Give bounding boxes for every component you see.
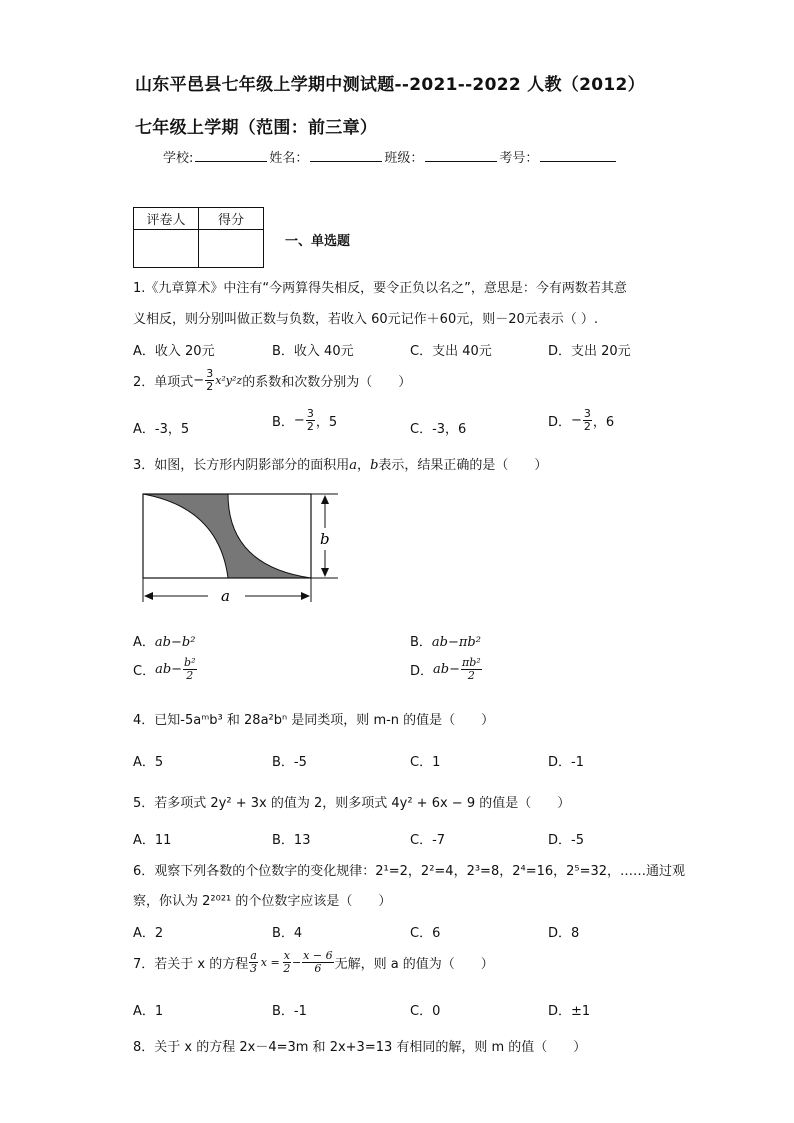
fig-label-b: b: [320, 530, 330, 548]
q3-optc-expr: ab−: [155, 662, 183, 677]
q1-option-c[interactable]: C．支出 40元: [410, 344, 492, 359]
q2-optd-label: D．: [548, 415, 572, 430]
q4-stem: 4．已知-5aᵐb³ 和 28a²bⁿ 是同类项，则 m-n 的值是（ ）: [133, 713, 495, 728]
q3-option-c[interactable]: [133, 657, 198, 682]
q3-var-b: b: [370, 458, 379, 473]
q2-optd-den: 2: [583, 420, 591, 433]
q7-suffix: 无解，则 a 的值为（ ）: [334, 957, 494, 972]
q3-optc-num: b²: [184, 656, 196, 669]
q6-option-c[interactable]: C．6: [410, 926, 441, 941]
q2-expr: x²y²z: [215, 374, 243, 387]
q4-option-a[interactable]: A．5: [133, 755, 164, 770]
q6-line-1: 6．观察下列各数的个位数字的变化规律：2¹=2，2²=4，2³=8，2⁴=16，2⁵=32，……通过观: [133, 864, 686, 879]
name-label: 姓名：: [269, 151, 309, 166]
q7-f3-den: 6: [314, 962, 322, 975]
q3-option-d[interactable]: [410, 657, 483, 682]
q7-f3-num: x − 6: [303, 949, 333, 962]
q2-option-a[interactable]: A．-3，5: [133, 422, 190, 437]
q2-optd-fraction: [583, 408, 592, 433]
q2-minus: −: [193, 373, 205, 388]
q2-fraction: [205, 368, 214, 393]
q5-option-d[interactable]: D．-5: [548, 833, 584, 848]
q3-optd-fraction: [461, 657, 482, 682]
q2-option-d[interactable]: [548, 408, 614, 433]
q2-frac-den: 2: [206, 380, 214, 393]
q3-optc-label: C．: [133, 664, 156, 679]
q3-option-b[interactable]: [410, 631, 481, 650]
q3-var-a: a: [349, 458, 358, 473]
q7-option-d[interactable]: D．±1: [548, 1004, 591, 1019]
q3-text-c: 表示，结果正确的是（ ）: [378, 458, 548, 473]
q3-optc-fraction: [183, 657, 196, 682]
name-blank: [310, 149, 382, 162]
q2-option-b[interactable]: [272, 408, 337, 433]
dim-b-arrow-top: [321, 495, 329, 504]
q3-optd-expr: ab−: [433, 662, 460, 677]
q3-optc-den: 2: [186, 669, 194, 682]
school-blank: [195, 149, 267, 162]
q3-text-a: 3．如图，长方形内阴影部分的面积用: [133, 458, 350, 473]
q5-option-a[interactable]: A．11: [133, 833, 172, 848]
q2-optb-fraction: [306, 408, 315, 433]
q3-stem: [133, 454, 547, 473]
fig-label-a: a: [221, 587, 230, 605]
q6-line-2: 察，你认为 2²⁰²¹ 的个位数字应该是（ ）: [133, 894, 392, 909]
score-table: [133, 207, 264, 268]
q7-option-b[interactable]: B．-1: [272, 1004, 307, 1019]
q3-optd-num: πb²: [461, 656, 481, 669]
q1-line-2: 义相反，则分别叫做正数与负数，若收入 60元记作＋60元，则－20元表示（ ）.: [133, 312, 599, 327]
dim-a-arrow-left: [144, 592, 153, 600]
q3-optb-label: B．: [410, 635, 432, 650]
school-label: 学校:: [163, 151, 194, 166]
q7-minus: −: [291, 956, 302, 969]
score-cell[interactable]: [199, 230, 264, 268]
score-header: 得分: [199, 208, 264, 230]
q7-f1-den: 3: [250, 962, 258, 975]
q4-option-b[interactable]: B．-5: [272, 755, 307, 770]
q7-option-c[interactable]: C．0: [410, 1004, 441, 1019]
q2-optb-num: 3: [306, 407, 314, 420]
q6-option-a[interactable]: A．2: [133, 926, 164, 941]
q2-option-c[interactable]: C．-3，6: [410, 422, 467, 437]
grader-header: 评卷人: [134, 208, 199, 230]
q2-stem: [133, 368, 411, 393]
q2-optb-tail: ，5: [315, 415, 338, 430]
q3-opta-label: A．: [133, 635, 155, 650]
q7-f2-num: x: [283, 949, 290, 962]
q1-option-b[interactable]: B．收入 40元: [272, 344, 354, 359]
dim-a-arrow-right: [301, 592, 310, 600]
q7-option-a[interactable]: A．1: [133, 1004, 164, 1019]
q4-option-d[interactable]: D．-1: [548, 755, 584, 770]
q6-option-d[interactable]: D．8: [548, 926, 580, 941]
dim-b-arrow-bottom: [321, 568, 329, 577]
q3-optd-den: 2: [467, 669, 475, 682]
title-line-2: 七年级上学期（范围：前三章）: [135, 118, 378, 138]
q3-opta-expr: ab−b²: [154, 635, 196, 650]
title-line-1: 山东平邑县七年级上学期中测试题--2021--2022 人教（2012）: [135, 75, 645, 95]
q7-stem: [133, 950, 494, 975]
q2-optd-minus: −: [571, 413, 582, 428]
q5-stem: 5．若多项式 2y² + 3x 的值为 2，则多项式 4y² + 6x − 9 的值是（ ）: [133, 796, 571, 811]
q2-optb-den: 2: [306, 420, 314, 433]
q4-option-c[interactable]: C．1: [410, 755, 441, 770]
q1-option-a[interactable]: A．收入 20元: [133, 344, 215, 359]
q1-option-d[interactable]: D．支出 20元: [548, 344, 631, 359]
q3-option-a[interactable]: [133, 631, 195, 650]
q8-stem: 8．关于 x 的方程 2x－4=3m 和 2x+3=13 有相同的解，则 m 的值（ ）: [133, 1040, 587, 1055]
q7-mid: x =: [260, 956, 280, 969]
q3-text-b: ，: [357, 458, 371, 473]
q3-optb-expr: ab−πb²: [431, 635, 481, 650]
q2-frac-num: 3: [206, 367, 214, 380]
q7-fraction-3: [302, 950, 333, 975]
q3-optd-label: D．: [410, 664, 434, 679]
q2-suffix: 的系数和次数分别为（ ）: [242, 375, 412, 390]
q2-optd-tail: ，6: [592, 415, 615, 430]
q5-option-c[interactable]: C．-7: [410, 833, 446, 848]
q7-fraction-2: [283, 950, 291, 975]
student-info-fields: [163, 147, 618, 166]
class-label: 班级：: [384, 151, 424, 166]
q6-option-b[interactable]: B．4: [272, 926, 303, 941]
q1-line-1: 1.《九章算术》中注有“今两算得失相反，要令正负以名之”，意思是：今有两数若其意: [133, 281, 627, 296]
id-label: 考号：: [499, 151, 539, 166]
q3-figure: [133, 484, 363, 609]
q2-prefix: 2．单项式: [133, 375, 194, 390]
q7-f1-num: a: [250, 949, 257, 962]
id-blank: [540, 149, 616, 162]
q7-f2-den: 2: [283, 962, 291, 975]
grader-cell[interactable]: [134, 230, 199, 268]
shaded-region: [143, 494, 311, 578]
section-title: 一、单选题: [285, 234, 351, 249]
q5-option-b[interactable]: B．13: [272, 833, 311, 848]
q7-fraction-1: [249, 950, 258, 975]
q7-prefix: 7．若关于 x 的方程: [133, 957, 249, 972]
q2-optb-label: B．: [272, 415, 294, 430]
class-blank: [425, 149, 497, 162]
q2-optd-num: 3: [583, 407, 591, 420]
q2-optb-minus: −: [293, 413, 305, 428]
